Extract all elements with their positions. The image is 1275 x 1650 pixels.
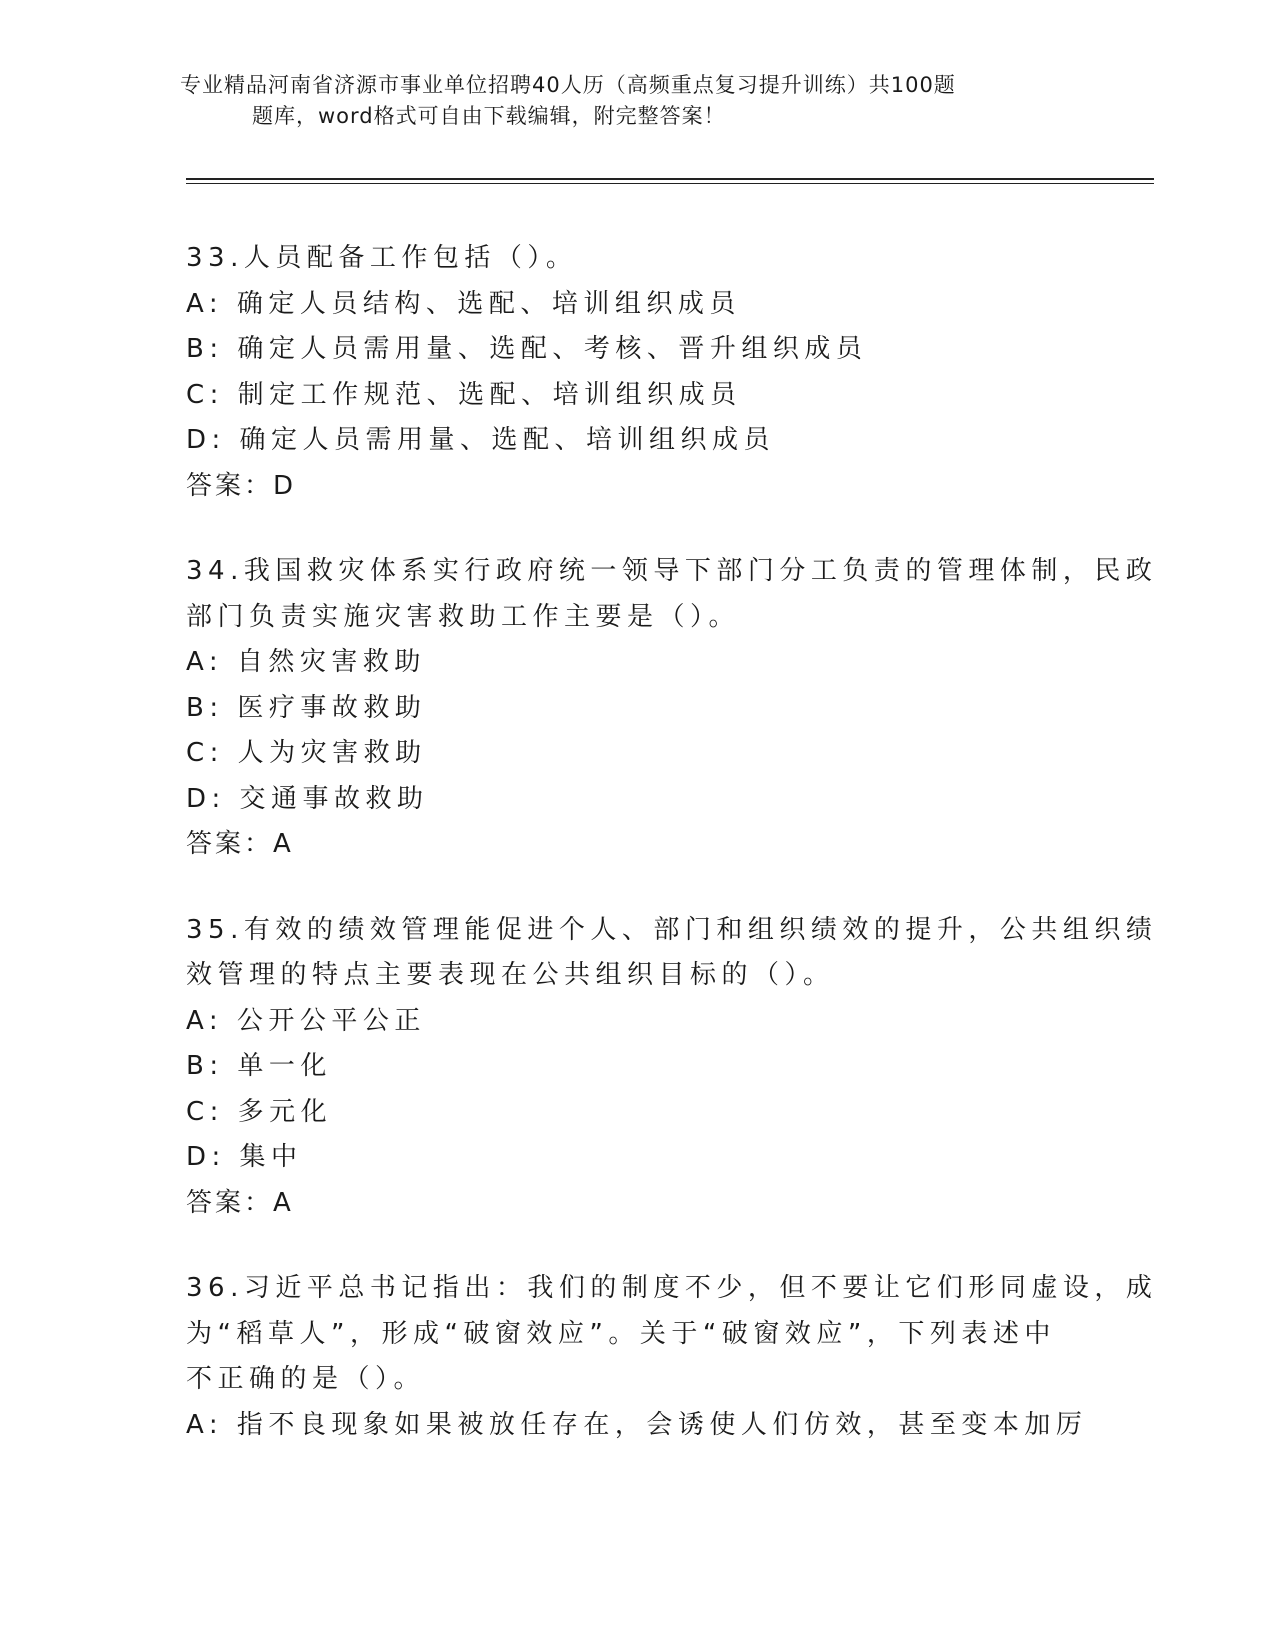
question-list bbox=[186, 236, 1158, 1488]
question-35 bbox=[186, 908, 1158, 1227]
answer-line: 答案：A bbox=[186, 1187, 294, 1218]
question-34 bbox=[186, 549, 1158, 868]
option-a: A: 自然灾害救助 bbox=[186, 647, 426, 677]
question-stem-continued: 不正确的是（）。 bbox=[186, 1364, 426, 1394]
question-36 bbox=[186, 1266, 1158, 1448]
option-b: B: 确定人员需用量、选配、考核、晋升组织成员 bbox=[186, 334, 868, 364]
option-d: D: 交通事故救助 bbox=[186, 783, 429, 814]
question-stem-continued: 为“稻草人”，形成“破窗效应”。关于“破窗效应”，下列表述中 bbox=[186, 1318, 1056, 1349]
document-header bbox=[180, 70, 1040, 132]
header-divider-thick bbox=[186, 178, 1154, 180]
question-stem: 35.有效的绩效管理能促进个人、部门和组织绩效的提升，公共组织绩 bbox=[186, 914, 1158, 945]
option-b: B: 单一化 bbox=[186, 1051, 332, 1081]
header-divider-thin bbox=[186, 183, 1154, 184]
header-title-line-2: 题库，word格式可自由下载编辑，附完整答案！ bbox=[252, 104, 726, 128]
option-b: B: 医疗事故救助 bbox=[186, 692, 427, 723]
option-a: A: 公开公平公正 bbox=[186, 1005, 426, 1036]
question-stem: 36.习近平总书记指出：我们的制度不少，但不要让它们形同虚设，成 bbox=[186, 1273, 1158, 1303]
answer-line: 答案：A bbox=[186, 829, 294, 859]
option-c: C: 制定工作规范、选配、培训组织成员 bbox=[186, 379, 742, 410]
option-a: A: 指不良现象如果被放任存在，会诱使人们仿效，甚至变本加厉 bbox=[186, 1409, 1088, 1440]
option-a: A: 确定人员结构、选配、培训组织成员 bbox=[186, 288, 741, 319]
question-stem-continued: 效管理的特点主要表现在公共组织目标的（）。 bbox=[186, 960, 835, 990]
answer-line: 答案：D bbox=[186, 470, 297, 501]
question-33 bbox=[186, 236, 1086, 509]
option-d: D: 确定人员需用量、选配、培训组织成员 bbox=[186, 425, 776, 455]
question-stem-continued: 部门负责实施灾害救助工作主要是（）。 bbox=[186, 601, 741, 632]
option-c: C: 人为灾害救助 bbox=[186, 738, 427, 768]
question-stem: 34.我国救灾体系实行政府统一领导下部门分工负责的管理体制，民政 bbox=[186, 556, 1158, 586]
header-title-line-1: 专业精品河南省济源市事业单位招聘40人历（高频重点复习提升训练）共100题 bbox=[180, 73, 956, 97]
option-c: C: 多元化 bbox=[186, 1096, 333, 1127]
option-d: D: 集中 bbox=[186, 1142, 303, 1172]
question-stem: 33.人员配备工作包括（）。 bbox=[186, 243, 578, 273]
